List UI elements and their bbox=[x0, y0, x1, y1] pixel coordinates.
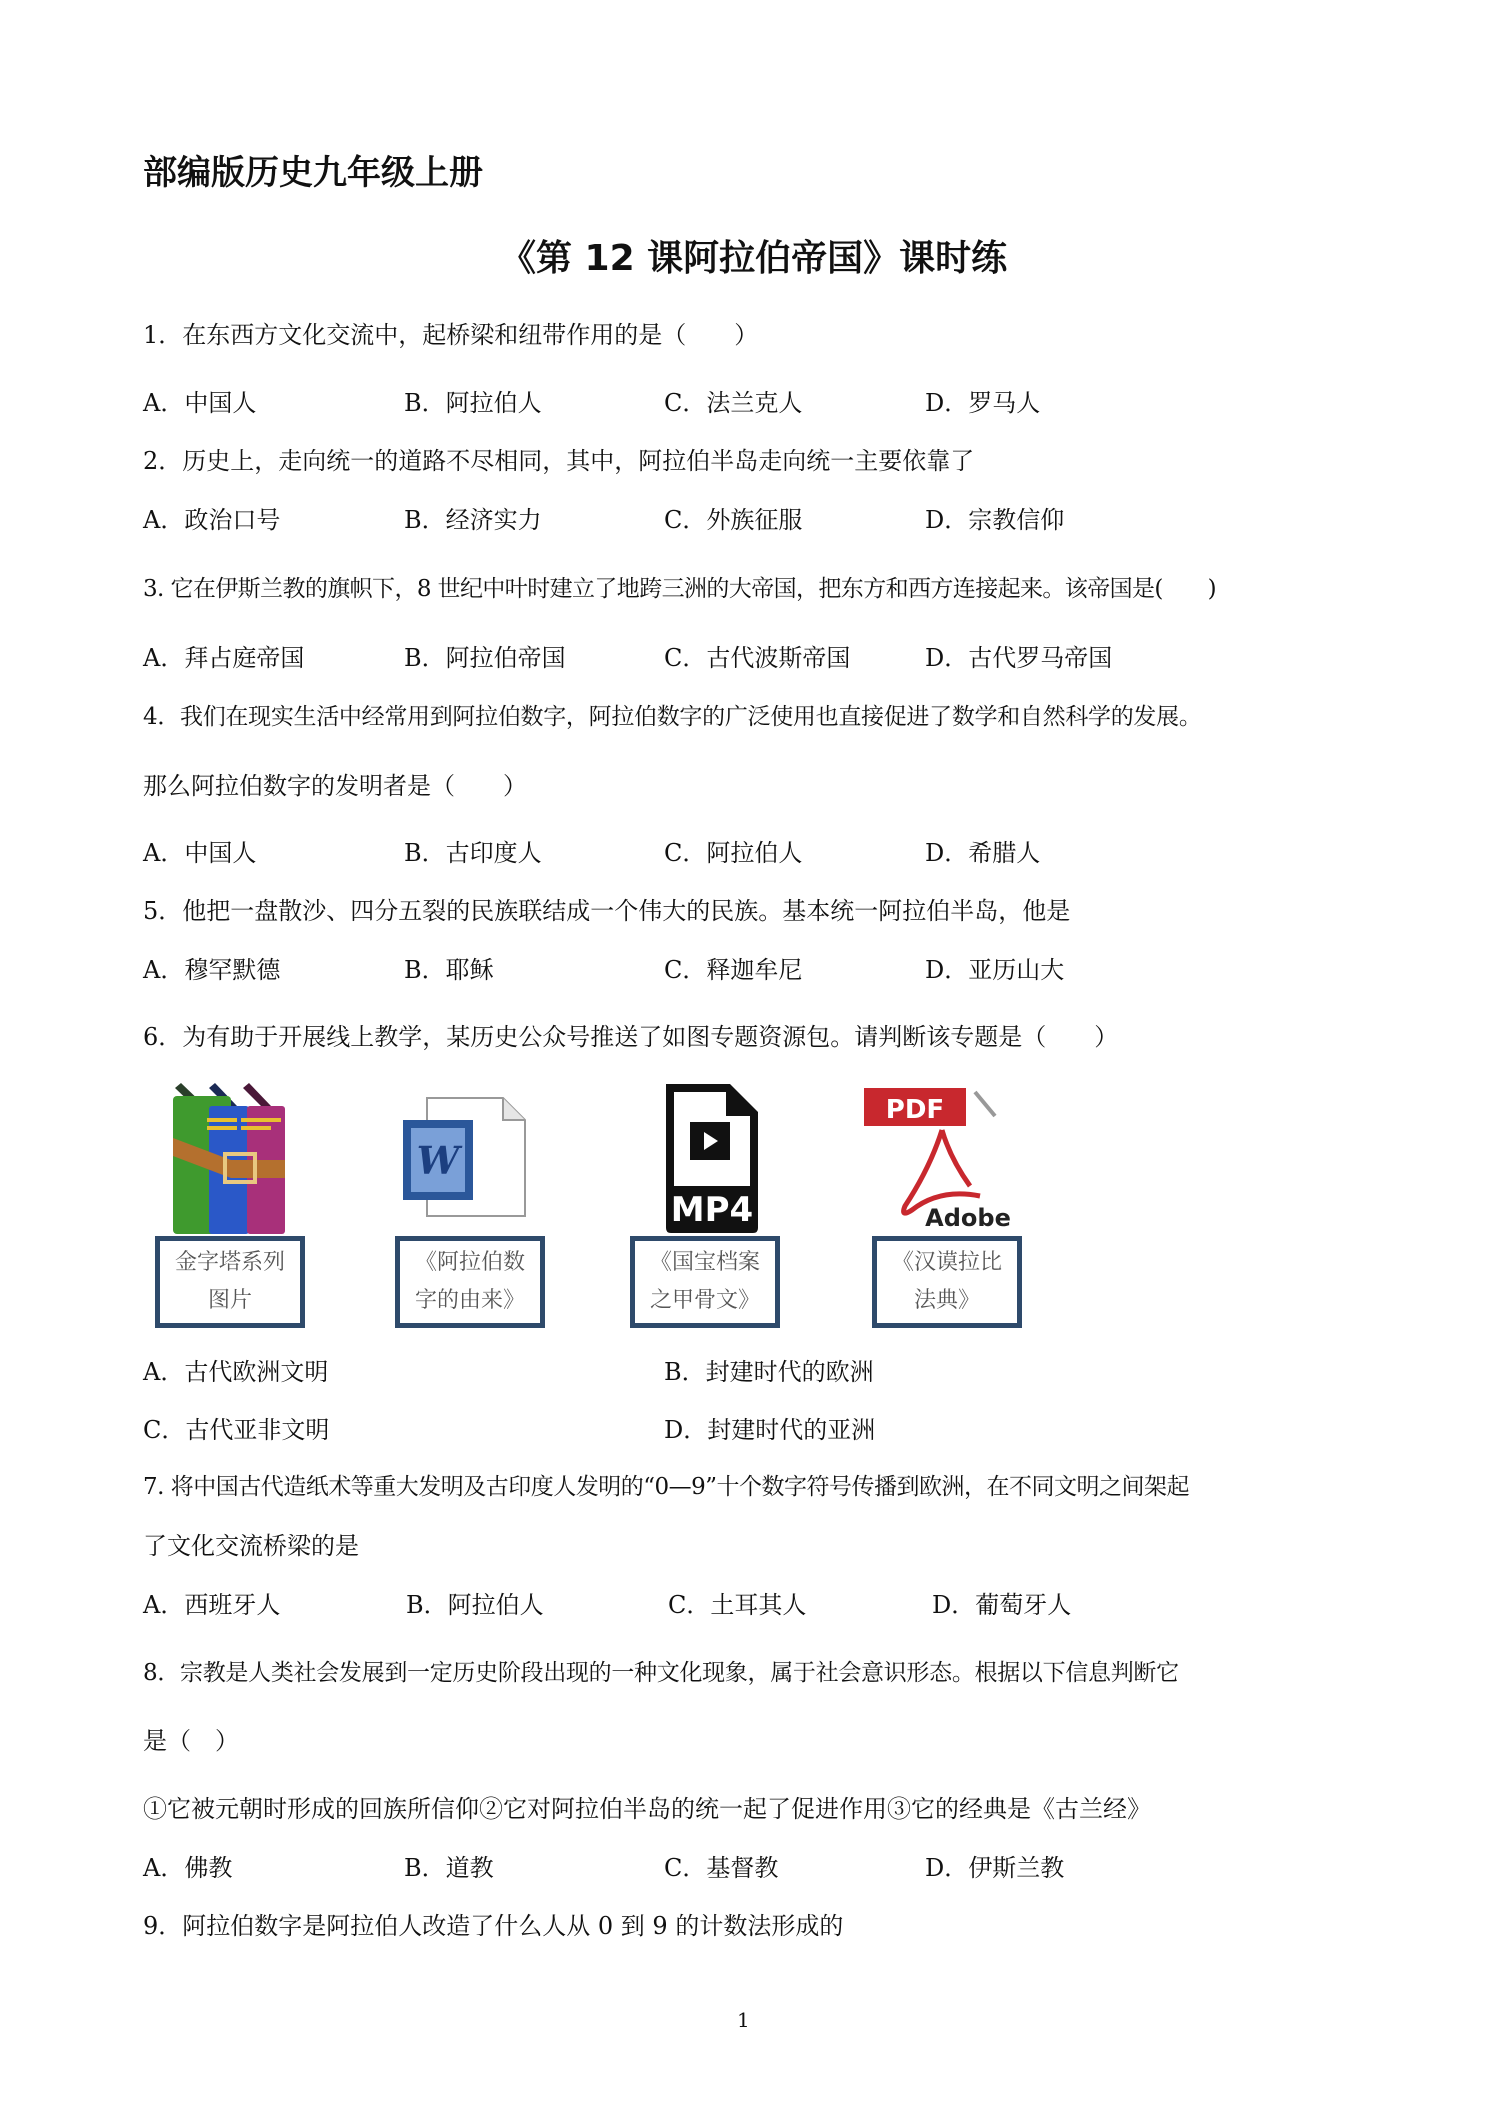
question-3-option-d: D．古代罗马帝国 bbox=[925, 644, 1113, 672]
question-4-option-d: D．希腊人 bbox=[925, 839, 1041, 867]
question-5-stem: 5．他把一盘散沙、四分五裂的民族联结成一个伟大的民族。基本统一阿拉伯半岛，他是 bbox=[143, 897, 1071, 925]
caption-line: 之甲骨文》 bbox=[649, 1288, 760, 1313]
question-1-option-c: C．法兰克人 bbox=[664, 389, 803, 417]
svg-text:MP4: MP4 bbox=[670, 1190, 754, 1230]
question-7-option-c: C．土耳其人 bbox=[668, 1591, 807, 1619]
svg-text:PDF: PDF bbox=[885, 1095, 945, 1125]
question-6-stem: 6．为有助于开展线上教学，某历史公众号推送了如图专题资源包。请判断该专题是（ ） bbox=[143, 1023, 1119, 1051]
caption-line: 图片 bbox=[207, 1288, 252, 1313]
document-header: 部编版历史九年级上册 bbox=[143, 153, 483, 193]
page-number: 1 bbox=[737, 2008, 750, 2032]
question-8-option-a: A．佛教 bbox=[143, 1854, 233, 1882]
resource-caption-pdf bbox=[872, 1236, 1022, 1328]
question-6-option-c: C．古代亚非文明 bbox=[143, 1416, 330, 1444]
question-6-option-b: B．封建时代的欧洲 bbox=[664, 1358, 874, 1386]
question-4-option-c: C．阿拉伯人 bbox=[664, 839, 803, 867]
question-5-option-d: D．亚历山大 bbox=[925, 956, 1065, 984]
question-5-option-b: B．耶稣 bbox=[404, 956, 494, 984]
question-1-option-a: A．中国人 bbox=[143, 389, 257, 417]
question-2-option-b: B．经济实力 bbox=[404, 506, 542, 534]
question-2-option-a: A．政治口号 bbox=[143, 506, 281, 534]
question-3-option-b: B．阿拉伯帝国 bbox=[404, 644, 566, 672]
question-2-option-d: D．宗教信仰 bbox=[925, 506, 1065, 534]
question-6-option-d: D．封建时代的亚洲 bbox=[664, 1416, 876, 1444]
question-7-option-a: A．西班牙人 bbox=[143, 1591, 281, 1619]
winrar-books-icon bbox=[143, 1078, 321, 1238]
question-8-option-c: C．基督教 bbox=[664, 1854, 779, 1882]
caption-line: 《国宝档案 bbox=[649, 1250, 760, 1275]
question-4-stem-line-1: 4．我们在现实生活中经常用到阿拉伯数字，阿拉伯数字的广泛使用也直接促进了数学和自然科学的发展。 bbox=[143, 704, 1202, 730]
question-7-stem-line-2: 了文化交流桥梁的是 bbox=[143, 1532, 359, 1560]
question-8-option-d: D．伊斯兰教 bbox=[925, 1854, 1065, 1882]
question-3-option-a: A．拜占庭帝国 bbox=[143, 644, 305, 672]
question-5-option-c: C．释迦牟尼 bbox=[664, 956, 803, 984]
question-4-option-b: B．古印度人 bbox=[404, 839, 542, 867]
question-8-stem-line-1: 8．宗教是人类社会发展到一定历史阶段出现的一种文化现象，属于社会意识形态。根据以下信息判断它 bbox=[143, 1660, 1179, 1686]
question-4-option-a: A．中国人 bbox=[143, 839, 257, 867]
question-7-option-b: B．阿拉伯人 bbox=[406, 1591, 544, 1619]
resource-caption-pictures bbox=[155, 1236, 305, 1328]
lesson-title: 《第 12 课阿拉伯帝国》课时练 bbox=[500, 238, 1008, 279]
question-2-option-c: C．外族征服 bbox=[664, 506, 803, 534]
question-8-stem-line-2: 是（ ） bbox=[143, 1727, 239, 1755]
question-1-option-b: B．阿拉伯人 bbox=[404, 389, 542, 417]
svg-text:W: W bbox=[416, 1138, 460, 1183]
question-4-stem-line-2: 那么阿拉伯数字的发明者是（ ） bbox=[143, 772, 527, 800]
caption-line: 字的由来》 bbox=[414, 1288, 525, 1313]
caption-line: 法典》 bbox=[913, 1288, 980, 1313]
word-document-icon bbox=[383, 1078, 561, 1238]
question-1-stem: 1．在东西方文化交流中，起桥梁和纽带作用的是（ ） bbox=[143, 321, 759, 349]
caption-line: 《阿拉伯数 bbox=[414, 1250, 525, 1275]
question-1-option-d: D．罗马人 bbox=[925, 389, 1041, 417]
caption-line: 金字塔系列 bbox=[174, 1250, 285, 1275]
resource-caption-mp4 bbox=[630, 1236, 780, 1328]
question-2-stem: 2．历史上，走向统一的道路不尽相同，其中，阿拉伯半岛走向统一主要依靠了 bbox=[143, 447, 975, 475]
question-6-option-a: A．古代欧洲文明 bbox=[143, 1358, 329, 1386]
question-8-info: ①它被元朝时形成的回族所信仰②它对阿拉伯半岛的统一起了促进作用③它的经典是《古兰经》 bbox=[143, 1795, 1151, 1823]
question-9-stem: 9．阿拉伯数字是阿拉伯人改造了什么人从 0 到 9 的计数法形成的 bbox=[143, 1912, 844, 1940]
resource-caption-word bbox=[395, 1236, 545, 1328]
question-3-stem: 3. 它在伊斯兰教的旗帜下，8 世纪中叶时建立了地跨三洲的大帝国，把东方和西方连接起来。该帝国是( ) bbox=[143, 576, 1216, 602]
caption-line: 《汉谟拉比 bbox=[891, 1250, 1002, 1275]
question-3-option-c: C．古代波斯帝国 bbox=[664, 644, 851, 672]
question-8-option-b: B．道教 bbox=[404, 1854, 494, 1882]
question-7-option-d: D．葡萄牙人 bbox=[932, 1591, 1072, 1619]
pdf-adobe-icon bbox=[860, 1078, 1038, 1238]
question-7-stem-line-1: 7. 将中国古代造纸术等重大发明及古印度人发明的“0—9”十个数字符号传播到欧洲，在不同文明之间架起 bbox=[143, 1474, 1190, 1500]
svg-text:Adobe: Adobe bbox=[925, 1204, 1011, 1232]
question-5-option-a: A．穆罕默德 bbox=[143, 956, 281, 984]
mp4-video-icon bbox=[618, 1078, 796, 1238]
